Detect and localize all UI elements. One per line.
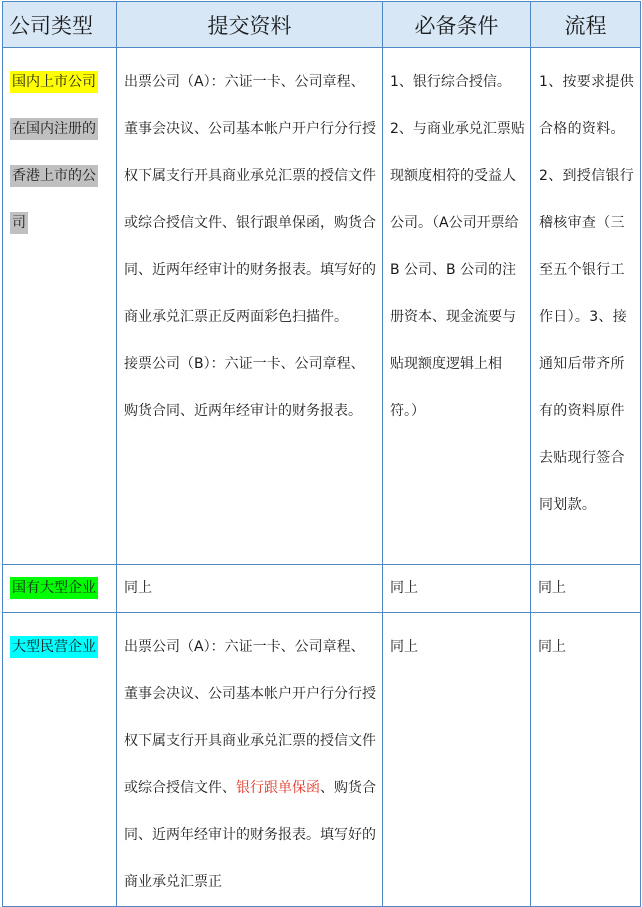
process-cell: [531, 48, 641, 565]
materials-highlight-text: 银行跟单保函: [236, 780, 320, 796]
table-row: [3, 613, 641, 907]
conditions-text: 同上: [390, 639, 418, 655]
materials-drawer-text: 出票公司（A）：六证一卡、公司章程、董事会决议、公司基本帐户开户行分行授权下属支行开具商业承兑汇票的授信文件或综合授信文件、银行跟单保函，购货合同、近两年经审计的财务报表。填写好的商业承兑汇票正反两面彩色扫描件。: [124, 74, 376, 325]
company-type-cell: [3, 48, 117, 565]
materials-text-part: 出票公司（A）：六证一卡、公司章程、董事会决议、公司基本帐户开户行分行授权下属支行开具商业承兑汇票的授信文件或综合授信文件、: [124, 639, 376, 796]
company-type-label: 国有大型企业: [10, 577, 98, 599]
header-row: [3, 2, 641, 48]
header-conditions: 必备条件: [383, 2, 531, 48]
process-cell: [531, 565, 641, 613]
materials-cell: [117, 613, 383, 907]
materials-drawer-text: [124, 624, 378, 906]
materials-text-part: 、购货合同、近两年经审计的财务报表。填写好的商业承兑汇票正: [124, 780, 376, 890]
header-company-type: 公司类型: [3, 2, 117, 48]
conditions-cell: [383, 48, 531, 565]
materials-same-text: 同上: [124, 580, 152, 596]
company-requirements-table: [2, 1, 641, 907]
company-type-cell: [3, 613, 117, 907]
company-type-label: 大型民营企业: [10, 636, 98, 658]
header-materials: 提交资料: [117, 2, 383, 48]
conditions-cell: [383, 613, 531, 907]
table-row: [3, 565, 641, 613]
table-row: [3, 48, 641, 565]
company-type-cell: [3, 565, 117, 613]
company-type-label: 香港上市的公: [10, 165, 98, 187]
company-type-label: 在国内注册的: [10, 118, 98, 140]
company-type-label: 司: [10, 212, 28, 234]
materials-cell: [117, 48, 383, 565]
materials-cell: [117, 565, 383, 613]
conditions-text: 同上: [390, 580, 418, 596]
process-text: 同上: [538, 639, 566, 655]
header-process: 流程: [531, 2, 641, 48]
materials-receiver-text: 接票公司（B）：六证一卡、公司章程、购货合同、近两年经审计的财务报表。: [124, 356, 365, 419]
conditions-cell: [383, 565, 531, 613]
company-type-label: 国内上市公司: [10, 71, 98, 93]
process-cell: [531, 613, 641, 907]
process-text: 同上: [538, 580, 566, 596]
conditions-text: 1、银行综合授信。2、与商业承兑汇票贴现额度相符的受益人公司。（A公司开票给 B 公司、B 公司的注册资本、现金流要与贴现额度逻辑上相符。）: [390, 74, 525, 419]
process-text: 1、按要求提供合格的资料。2、到授信银行稽核审查（三至五个银行工作日）。3、接通知后带齐所有的资料原件去贴现行签合同划款。: [539, 74, 635, 513]
